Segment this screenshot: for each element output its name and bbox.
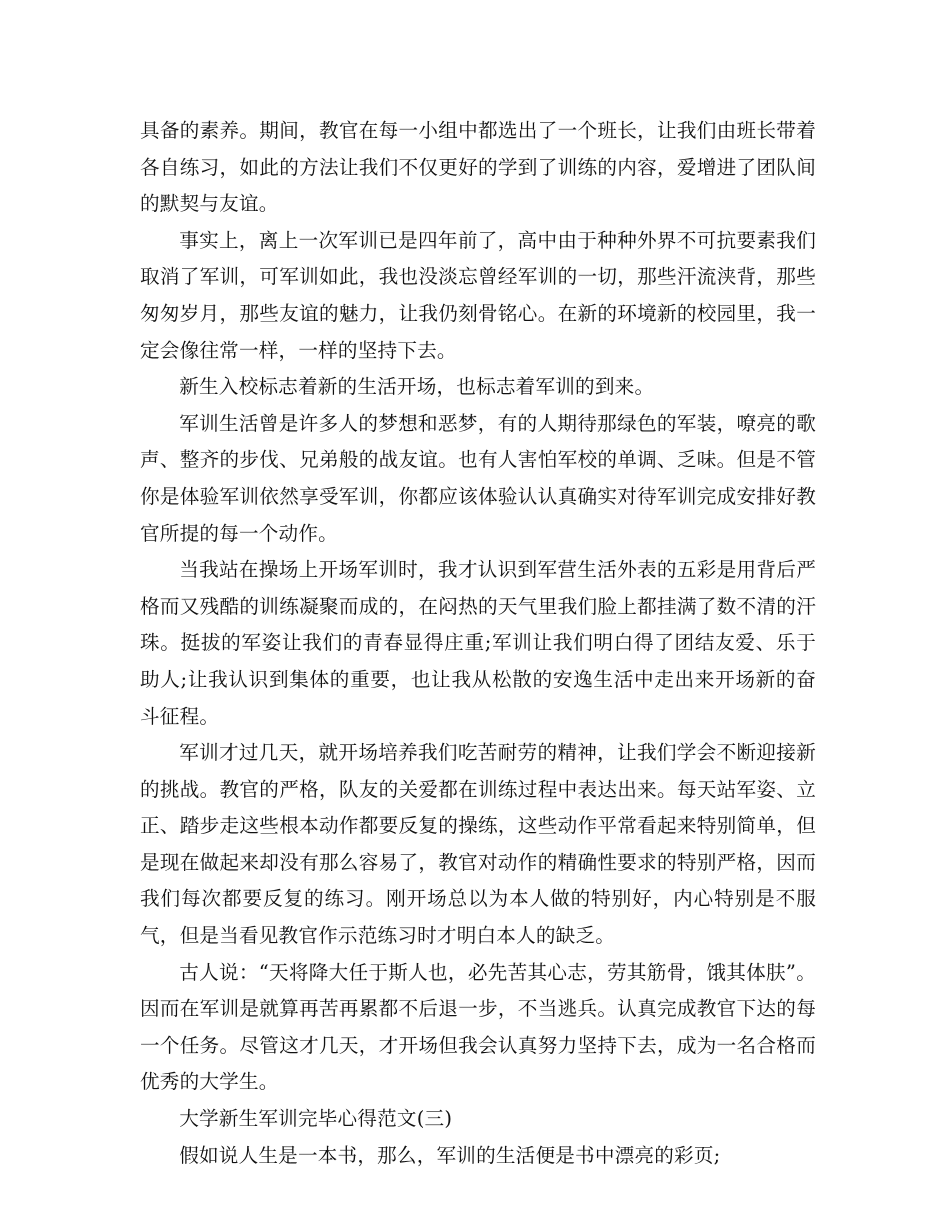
document-body [140,113,816,1174]
paragraph-dreams: 军训生活曾是许多人的梦想和恶梦，有的人期待那绿色的军装，嘹亮的歌声、整齐的步伐、兄弟般的战友谊。也有人害怕军校的单调、乏味。但是不管你是体验军训依然享受军训，你都应该体验认认真确实对待军训完成安排好教官所提的每一个动作。 [140,411,816,545]
section-heading: 大学新生军训完毕心得范文(三) [179,1107,453,1131]
paragraph-playground: 当我站在操场上开场军训时，我才认识到军营生活外表的五彩是用背后严格而又残酷的训练凝聚而成的，在闷热的天气里我们脸上都挂满了数不清的汗珠。挺拔的军姿让我们的青春显得庄重;军训让我们明白得了团结友爱、乐于助人;让我认识到集体的重要，也让我从松散的安逸生活中走出来开场新的奋斗征程。 [140,558,816,728]
paragraph-continuation: 具备的素养。期间，教官在每一小组中都选出了一个班长，让我们由班长带着各自练习，如此的方法让我们不仅更好的学到了训练的内容，爱增进了团队间的默契与友谊。 [140,119,816,216]
paragraph-ancient-saying: 古人说：“天将降大任于斯人也，必先苦其心志，劳其筋骨，饿其体肤”。因而在军训是就算再苦再累都不后退一步，不当逃兵。认真完成教官下达的每一个任务。尽管这才几天，才开场但我会认真努力坚持下去，成为一名合格而优秀的大学生。 [140,960,816,1094]
paragraph-life-book: 假如说人生是一本书，那么，军训的生活便是书中漂亮的彩页; [179,1143,721,1167]
paragraph-new-start: 新生入校标志着新的生活开场，也标志着军训的到来。 [179,375,655,399]
paragraph-reflection: 事实上，离上一次军训已是四年前了，高中由于种种外界不可抗要素我们取消了军训，可军训如此，我也没淡忘曾经军训的一切，那些汗流浃背，那些匆匆岁月，那些友谊的魅力，让我仍刻骨铭心。在新的环境新的校园里，我一定会像往常一样，一样的坚持下去。 [140,228,816,362]
paragraph-few-days: 军训才过几天，就开场培养我们吃苦耐劳的精神，让我们学会不断迎接新的挑战。教官的严格，队友的关爱都在训练过程中表达出来。每天站军姿、立正、踏步走这些根本动作都要反复的操练，这些动作平常看起来特别简单，但是现在做起来却没有那么容易了，教官对动作的精确性要求的特别严格，因而我们每次都要反复的练习。刚开场总以为本人做的特别好，内心特别是不服气，但是当看见教官作示范练习时才明白本人的缺乏。 [140,741,816,948]
